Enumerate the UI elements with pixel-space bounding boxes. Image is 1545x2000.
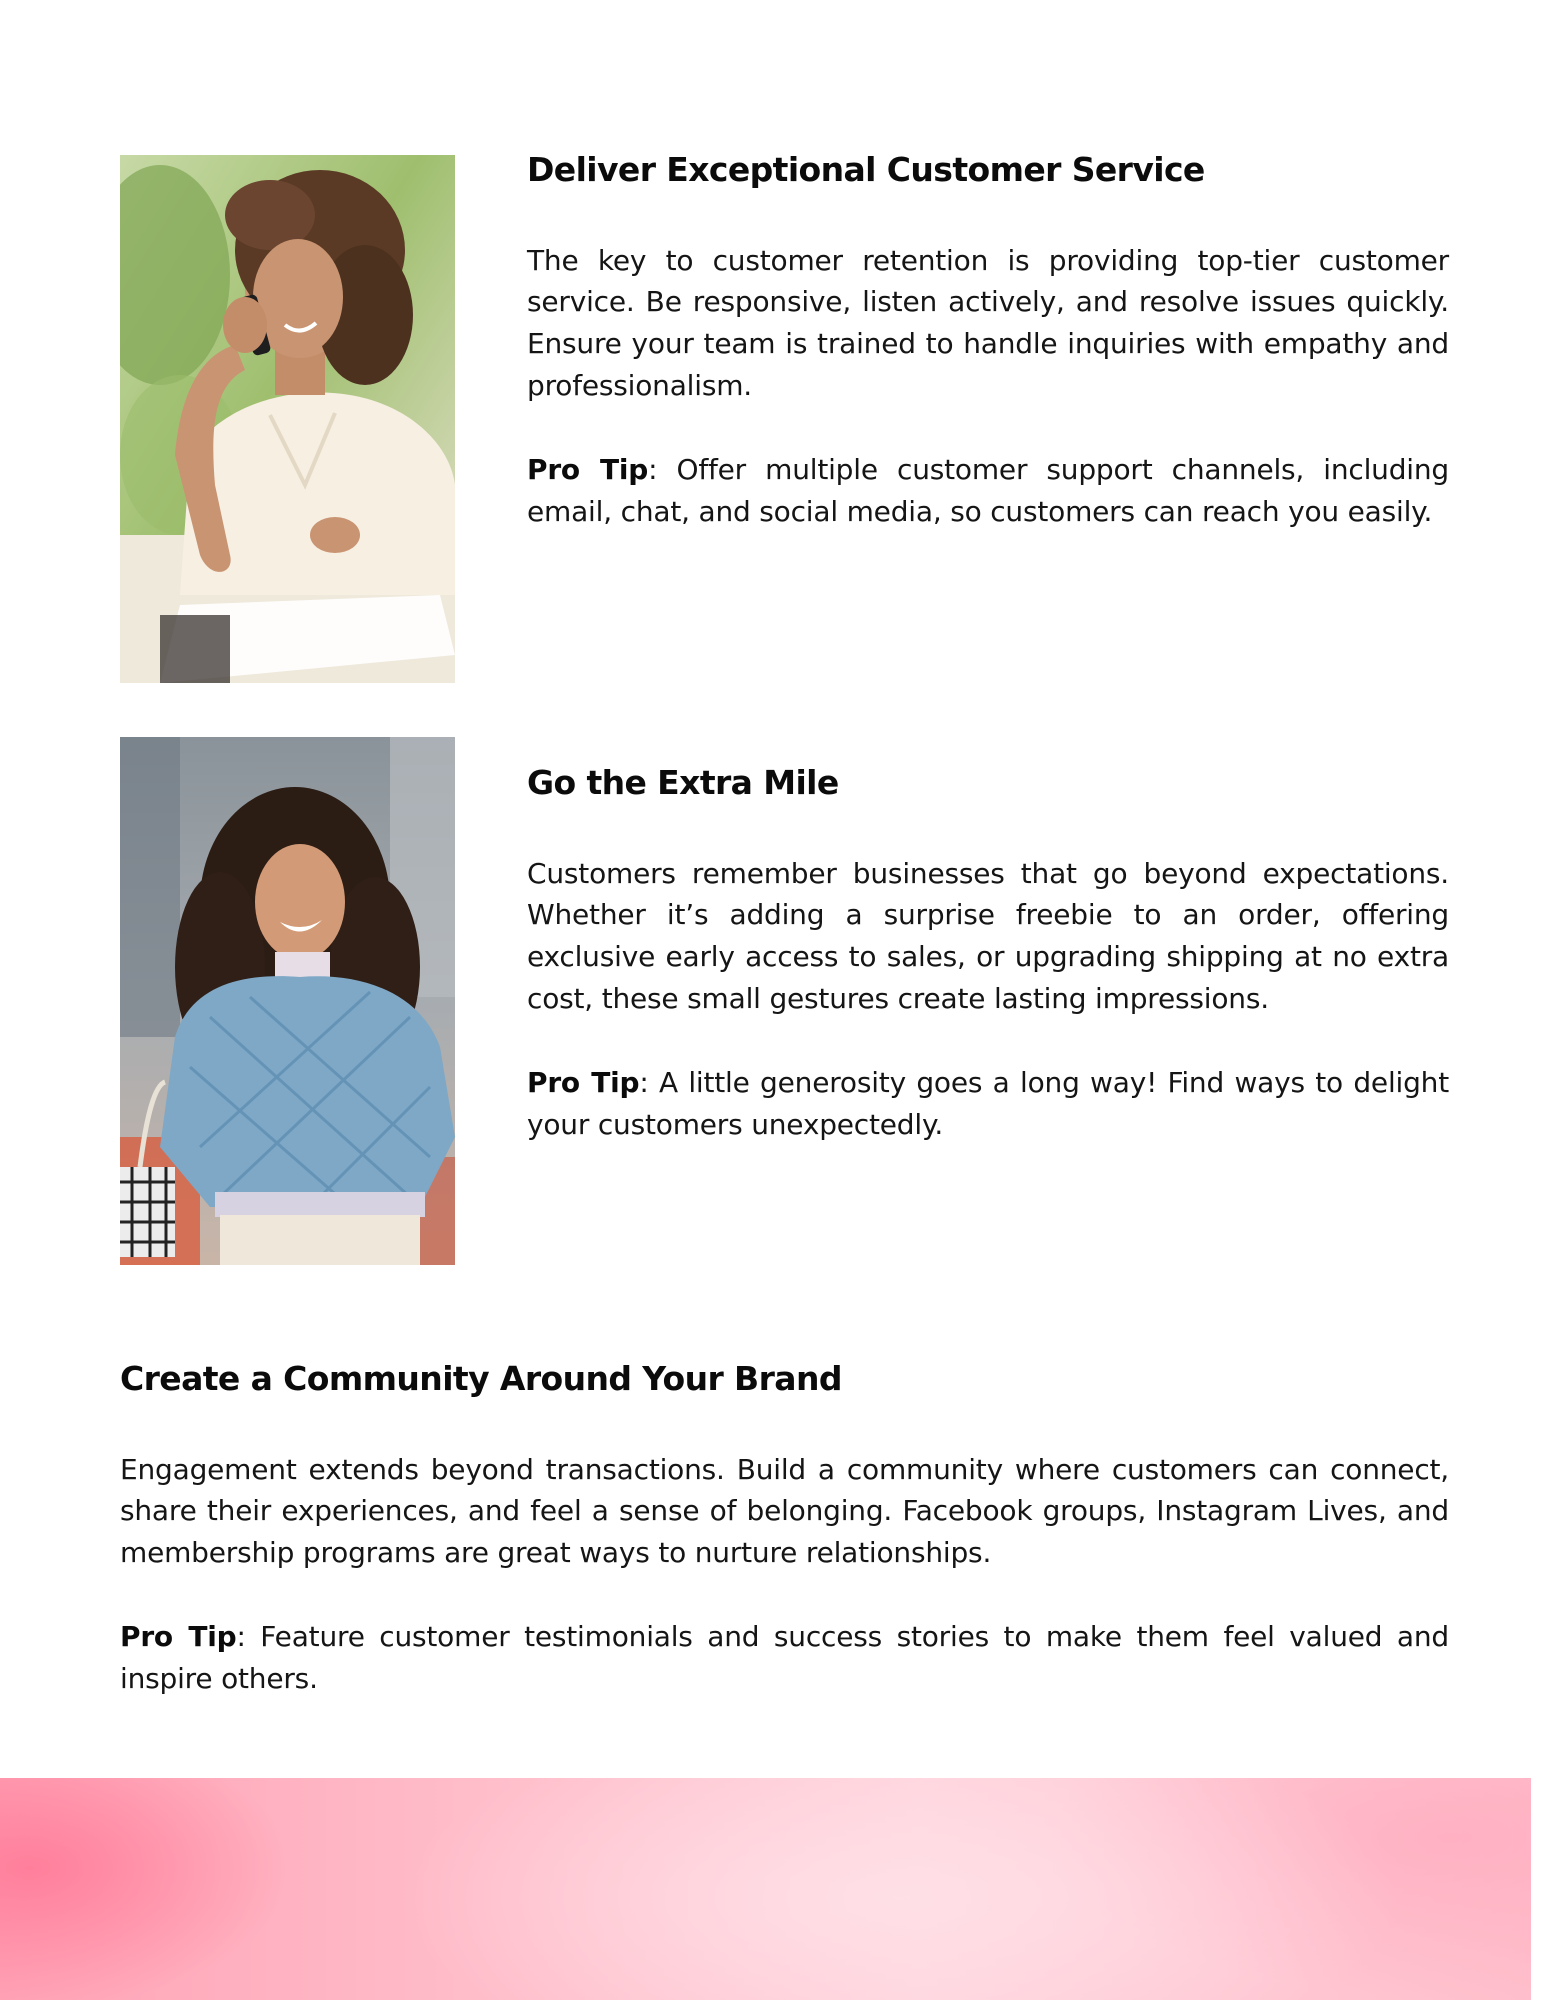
section-heading: Deliver Exceptional Customer Service	[527, 150, 1205, 189]
section-heading: Go the Extra Mile	[527, 763, 839, 802]
pro-tip-label: Pro Tip	[120, 1619, 237, 1653]
section-body: Customers remember businesses that go beyond expectations. Whether it’s adding a surprise freebie to an order, offering exclusive early access to sales, or upgrading shipping at no extra cost, these small gestures create lasting impressions.	[527, 856, 1449, 1015]
pro-tip	[120, 1616, 1449, 1700]
section-body: The key to customer retention is providing top-tier customer service. Be responsive, listen actively, and resolve issues quickly. Ensure your team is trained to handle inquiries with empathy and professionalism.	[527, 243, 1449, 402]
community-section	[120, 1359, 1449, 1700]
extra-mile-section	[527, 763, 1449, 1145]
pro-tip	[527, 1062, 1449, 1146]
pro-tip-text: : Offer multiple customer support channels, including email, chat, and social media, so customers can reach you easily.	[527, 452, 1449, 528]
section-body: Engagement extends beyond transactions. Build a community where customers can connect, share their experiences, and feel a sense of belonging. Facebook groups, Instagram Lives, and membership programs are great ways to nurture relationships.	[120, 1452, 1449, 1570]
pro-tip-text: : A little generosity goes a long way! Find ways to delight your customers unexpectedly.	[527, 1065, 1450, 1141]
pro-tip-label: Pro Tip	[527, 452, 649, 486]
customer-service-photo	[120, 155, 455, 683]
pro-tip	[527, 449, 1449, 533]
happy-customer-photo	[120, 737, 455, 1265]
pro-tip-label: Pro Tip	[527, 1065, 640, 1099]
footer-watercolor-band	[0, 1778, 1531, 2000]
customer-service-section	[527, 150, 1449, 532]
pro-tip-text: : Feature customer testimonials and success stories to make them feel valued and inspire others.	[120, 1619, 1449, 1695]
section-heading: Create a Community Around Your Brand	[120, 1359, 842, 1398]
footer-right-margin	[1531, 1778, 1545, 2000]
